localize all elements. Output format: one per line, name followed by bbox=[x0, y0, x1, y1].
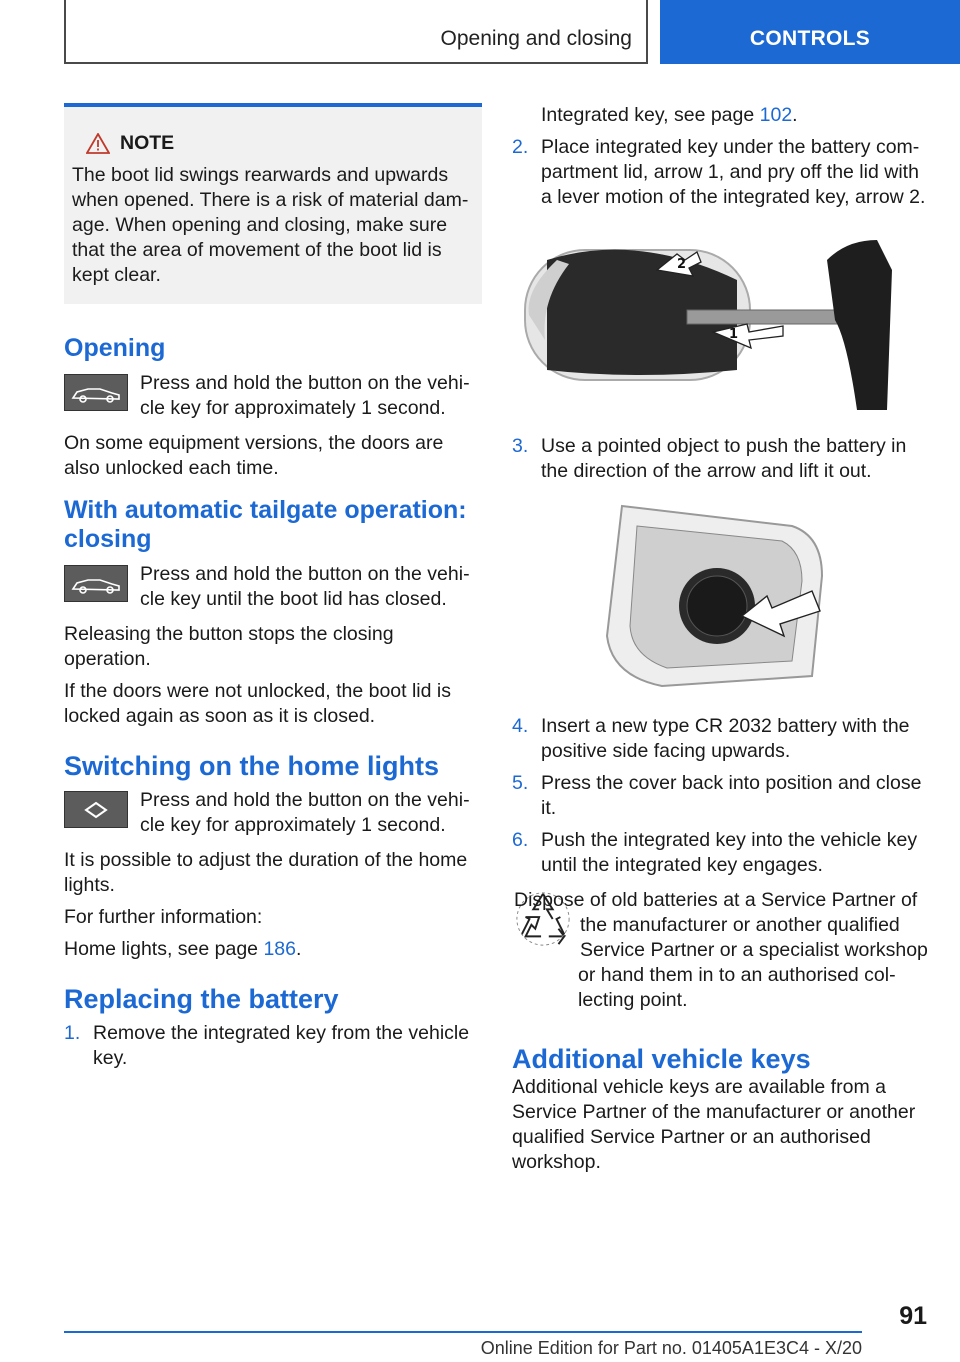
step-text: Push the integrated key into the vehicle key until the integrated key engages. bbox=[541, 829, 918, 876]
key-pry-illustration bbox=[517, 220, 927, 420]
note-box bbox=[64, 103, 482, 304]
battery-step-4 bbox=[512, 714, 932, 764]
opening-heading: Opening bbox=[64, 334, 166, 362]
tailgate-button-icon bbox=[64, 374, 128, 411]
car-tailgate-icon bbox=[70, 381, 122, 405]
closing-heading: With automatic tailgate operation: closing bbox=[64, 496, 467, 553]
figure-arrow-1-label: 1 bbox=[729, 327, 739, 342]
opening-para: On some equipment versions, the doors are also unlocked each time. bbox=[64, 432, 444, 479]
step-text: Use a pointed object to push the battery in the direction of the arrow and lift it out. bbox=[541, 435, 907, 482]
battery-step-3 bbox=[512, 434, 932, 484]
note-title bbox=[72, 131, 474, 156]
battery-step-5 bbox=[512, 771, 932, 821]
right-column bbox=[512, 103, 932, 1182]
home-lights-key-text: Press and hold the button on the vehicle key for approximately 1 second. bbox=[140, 789, 470, 836]
chapter-tab-label: CONTROLS bbox=[749, 27, 871, 50]
dispose-text: Dispose of old batteries at a Service Partner of the manufacturer or another qualified Service Partner or a specialist workshop or hand them in to an authorised collecting point. bbox=[514, 889, 928, 1011]
closing-para-2: If the doors were not unlocked, the boot lid is locked again as soon as it is closed. bbox=[64, 680, 451, 727]
footer-divider bbox=[64, 1331, 862, 1333]
opening-key-row bbox=[64, 371, 482, 421]
closing-key-text: Press and hold the button on the vehicle key until the boot lid has closed. bbox=[140, 563, 470, 610]
step-number: 2. bbox=[512, 136, 529, 158]
key-pry-figure bbox=[512, 220, 932, 420]
battery-step-6 bbox=[512, 828, 932, 878]
tailgate-button-icon bbox=[64, 565, 128, 602]
battery-step-2 bbox=[512, 135, 932, 210]
home-lights-further: For further information: bbox=[64, 906, 263, 928]
chapter-tab[interactable] bbox=[660, 0, 960, 64]
left-column bbox=[64, 103, 482, 1078]
diamond-light-icon bbox=[76, 799, 116, 821]
section-title: Opening and closing bbox=[440, 27, 632, 50]
battery-removal-illustration bbox=[592, 496, 852, 696]
home-lights-button-icon bbox=[64, 791, 128, 828]
edition-footer: Online Edition for Part no. 01405A1E3C4 - X/20 bbox=[480, 1338, 862, 1358]
additional-keys-para: Additional vehicle keys are available from a Service Partner of the manufacturer or another qualified Service Partner or an authorised workshop. bbox=[512, 1076, 916, 1173]
closing-key-row bbox=[64, 562, 482, 612]
header-frame bbox=[64, 0, 648, 64]
home-lights-para: It is possible to adjust the duration of the home lights. bbox=[64, 849, 468, 896]
note-heading: NOTE bbox=[120, 132, 175, 154]
step-text: Place integrated key under the battery compartment lid, arrow 1, and pry off the lid with a lever motion of the integrated key, arrow 2. bbox=[541, 136, 926, 208]
car-tailgate-icon bbox=[70, 572, 122, 596]
battery-heading: Replacing the battery bbox=[64, 984, 339, 1014]
note-text: The boot lid swings rearwards and upwards when opened. There is a risk of material damage. When opening and closing, make sure that the area of movement of the boot lid is kept clear. bbox=[72, 164, 469, 286]
page-number: 91 bbox=[899, 1302, 927, 1330]
battery-step-1-cont: Integrated key, see page 102. bbox=[541, 104, 798, 126]
step-number: 6. bbox=[512, 829, 529, 851]
warning-icon bbox=[86, 133, 110, 154]
battery-step-1 bbox=[64, 1021, 482, 1071]
opening-key-text: Press and hold the button on the vehicle key for approximately 1 second. bbox=[140, 372, 470, 419]
step-number: 1. bbox=[64, 1022, 81, 1044]
step-text: Remove the integrated key from the vehicle key. bbox=[93, 1022, 470, 1069]
battery-removal-figure bbox=[512, 496, 932, 696]
step-number: 4. bbox=[512, 715, 529, 737]
step-text: Press the cover back into position and close it. bbox=[541, 772, 922, 819]
step-text: Insert a new type CR 2032 battery with the positive side facing upwards. bbox=[541, 715, 910, 762]
step-number: 5. bbox=[512, 772, 529, 794]
home-lights-heading: Switching on the home lights bbox=[64, 751, 439, 781]
home-lights-ref: Home lights, see page 186. bbox=[64, 938, 302, 960]
page-link-102[interactable]: 102 bbox=[759, 104, 793, 126]
step-number: 3. bbox=[512, 435, 529, 457]
additional-keys-heading: Additional vehicle keys bbox=[512, 1044, 811, 1074]
page-link-186[interactable]: 186 bbox=[263, 938, 296, 960]
closing-para-1: Releasing the button stops the closing operation. bbox=[64, 623, 394, 670]
home-lights-key-row bbox=[64, 788, 482, 838]
figure-arrow-2-label: 2 bbox=[677, 257, 687, 272]
dispose-block bbox=[512, 888, 932, 1013]
